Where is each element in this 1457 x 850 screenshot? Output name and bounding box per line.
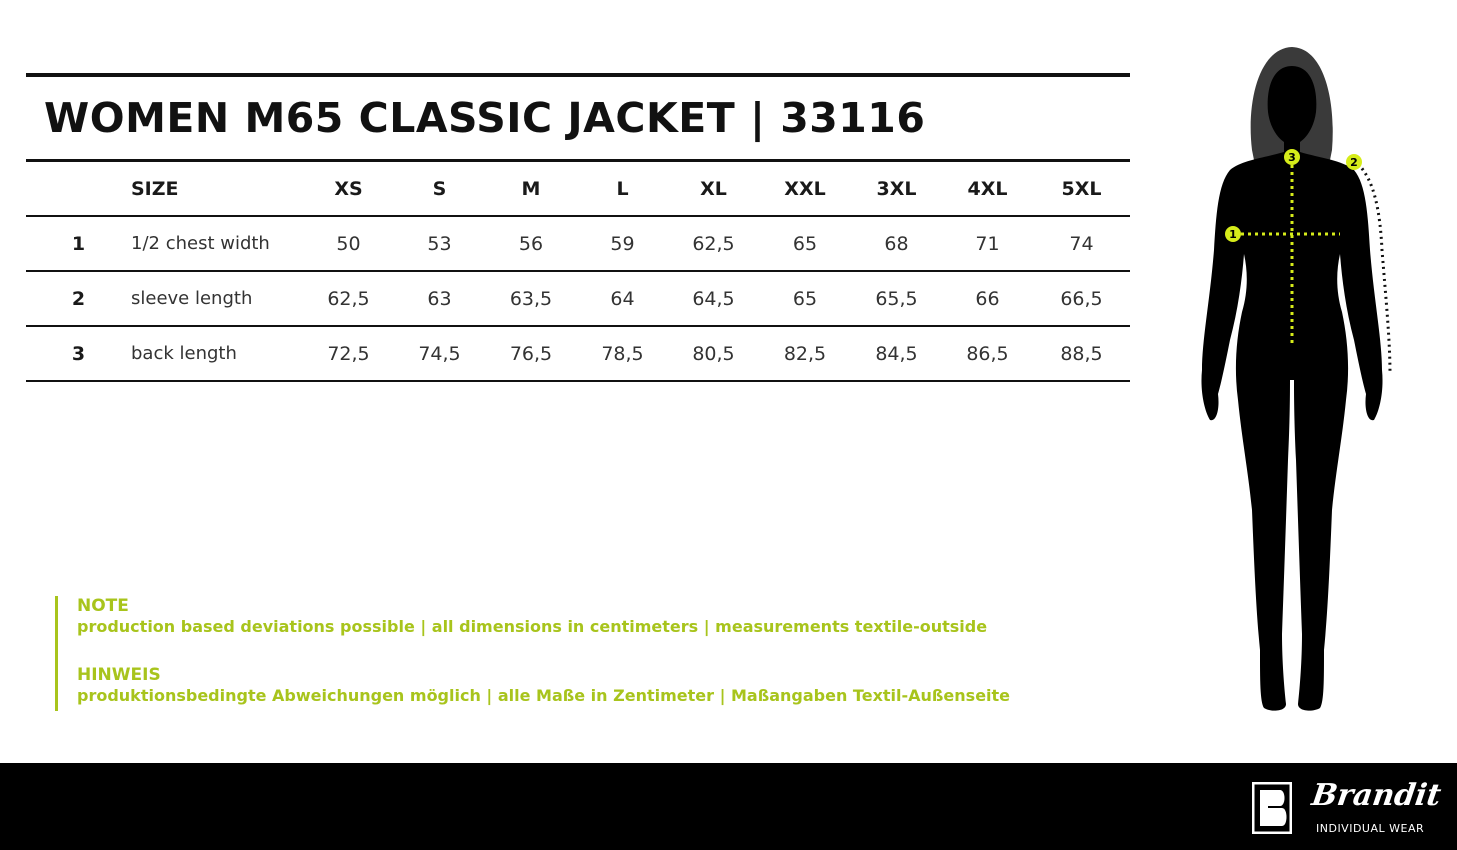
table-cell: 56 bbox=[518, 232, 544, 255]
brand-tagline: INDIVIDUAL WEAR bbox=[1316, 822, 1425, 835]
table-cell: 64 bbox=[610, 287, 635, 310]
table-row bbox=[26, 216, 1130, 271]
marker-1: 1 bbox=[1229, 228, 1237, 241]
row-number: 3 bbox=[71, 342, 86, 365]
table-cell: 82,5 bbox=[783, 342, 827, 365]
size-col-header: 4XL bbox=[967, 177, 1008, 200]
size-col-header: XXL bbox=[784, 177, 826, 200]
table-cell: 86,5 bbox=[966, 342, 1009, 365]
size-header-label: SIZE bbox=[131, 177, 179, 200]
top-rule bbox=[26, 73, 1130, 77]
row-label: 1/2 chest width bbox=[131, 233, 270, 254]
table-cell: 53 bbox=[427, 232, 452, 255]
table-cell: 65 bbox=[792, 232, 818, 255]
row-label: back length bbox=[131, 343, 237, 364]
header-spacer bbox=[26, 161, 131, 217]
size-col-header: XL bbox=[700, 177, 727, 200]
table-cell: 74 bbox=[1069, 232, 1094, 255]
table-cell: 59 bbox=[610, 232, 635, 255]
size-col-header: L bbox=[616, 177, 629, 200]
table-row bbox=[26, 326, 1130, 381]
footer-bar bbox=[0, 763, 1457, 850]
hinweis-text: produktionsbedingte Abweichungen möglich | alle Maße in Zentimeter | Maßangaben Textil-Außenseite bbox=[77, 686, 1011, 705]
table-cell: 76,5 bbox=[509, 342, 553, 365]
size-col-header: XS bbox=[334, 177, 363, 200]
size-col-header: 5XL bbox=[1061, 177, 1102, 200]
table-cell: 88,5 bbox=[1060, 342, 1103, 365]
table-cell: 84,5 bbox=[875, 342, 918, 365]
size-chart-table bbox=[26, 159, 1130, 382]
table-cell: 66,5 bbox=[1060, 287, 1103, 310]
brand-wordmark: Brandit bbox=[1309, 778, 1444, 813]
table-cell: 63,5 bbox=[509, 287, 553, 310]
row-number: 1 bbox=[71, 232, 86, 255]
table-cell: 62,5 bbox=[327, 287, 370, 310]
table-cell: 66 bbox=[975, 287, 1000, 310]
table-cell: 80,5 bbox=[692, 342, 735, 365]
measurement-figure bbox=[1190, 40, 1410, 720]
table-cell: 62,5 bbox=[692, 232, 735, 255]
size-header-row bbox=[26, 161, 1130, 217]
table-cell: 74,5 bbox=[418, 342, 461, 365]
marker-3: 3 bbox=[1288, 151, 1296, 164]
notes-block bbox=[55, 596, 1010, 711]
table-cell: 68 bbox=[884, 232, 909, 255]
row-label: sleeve length bbox=[131, 288, 253, 309]
marker-2: 2 bbox=[1350, 156, 1358, 169]
table-cell: 50 bbox=[336, 232, 361, 255]
table-row bbox=[26, 271, 1130, 326]
table-cell: 71 bbox=[975, 232, 1000, 255]
table-cell: 72,5 bbox=[327, 342, 370, 365]
table-cell: 64,5 bbox=[692, 287, 735, 310]
table-cell: 65,5 bbox=[875, 287, 918, 310]
hinweis-heading: HINWEIS bbox=[77, 665, 161, 685]
size-col-header: M bbox=[521, 177, 541, 200]
table-cell: 63 bbox=[427, 287, 452, 310]
note-heading: NOTE bbox=[77, 596, 129, 616]
row-number: 2 bbox=[71, 287, 86, 310]
table-cell: 78,5 bbox=[601, 342, 644, 365]
note-text: production based deviations possible | all dimensions in centimeters | measurements textile-outside bbox=[77, 617, 988, 636]
size-col-header: S bbox=[432, 177, 447, 200]
size-col-header: 3XL bbox=[876, 177, 917, 200]
table-cell: 65 bbox=[792, 287, 818, 310]
page-title: WOMEN M65 CLASSIC JACKET | 33116 bbox=[44, 94, 926, 142]
brandit-logo-icon bbox=[1252, 782, 1292, 834]
